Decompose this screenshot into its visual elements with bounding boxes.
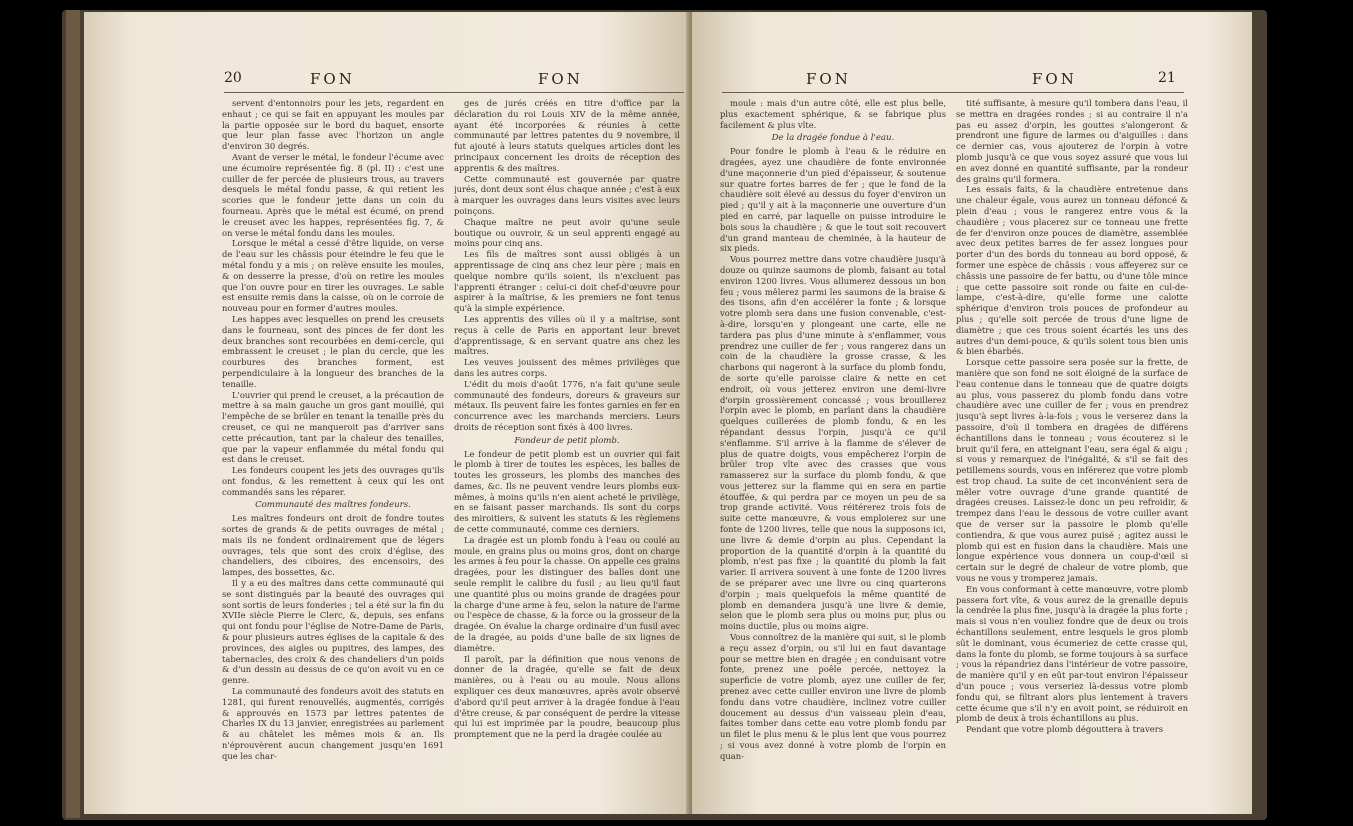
paragraph: Lorsque le métal a cessé d'être liquide, on verse de l'eau sur les châssis pour éteindre le feu que le métal fondu y a mis ; on relève ensuite les moules, & on desserre la presse, d'où on retire les moules que l'on ouvre pour en tirer les ouvrages. Le sable est ensuite remis dans la caisse, où on le corroie de nouveau pour en former d'autres moules. bbox=[222, 238, 444, 314]
paragraph: Les fils de maîtres sont aussi obligés à un apprentissage de cinq ans chez leur père ; mais en quelque nombre qu'ils soient, ils n'excluent pas l'apprenti étranger : celui-ci doit chef-d'œuvre pour aspirer à la maîtrise, & les premiers ne font tenus qu'à la simple expérience. bbox=[454, 249, 680, 314]
paragraph: Lorsque cette passoire sera posée sur la frette, de manière que son fond ne soit éloigné de la surface de l'eau contenue dans le tonneau que de quatre doigts au plus, vous passerez du plomb fondu dans votre chaudière avec une cuiller de fer ; vous en prendrez jusqu'à sept livres à-la-fois ; vous le verserez dans la passoire, d'où il tombera en dragées de différens échantillons dans le tonneau ; vous écouterez si le bruit qu'il fera, en atteignant l'eau, sera égal & aigu ; si vous y remarquez de l'inégalité, & s'il se fait des petillemens sourds, vous en inférerez que votre plomb est trop chaud. La suite de cet inconvénient sera de mêler votre ouvrage d'une grande quantité de dragées creuses. Laissez-le donc un peu refroidir, & trempez dans l'eau le dessous de votre cuiller avant que de verser sur la passoire le plomb qu'elle contiendra, & que vous aurez puisé ; agitez aussi le plomb qui est en fusion dans la chaudière. Mais une longue expérience vous donnera un coup-d'œil si certain sur le degré de chaleur de votre plomb, que vous ne vous y tromperez jamais. bbox=[956, 357, 1188, 584]
header-rule-right bbox=[722, 92, 1184, 93]
paragraph: La dragée est un plomb fondu à l'eau ou coulé au moule, en grains plus ou moins gros, dont on charge les armes à feu pour la chasse. On appelle ces grains dragées, pour les distinguer des balles dont une seule remplit le calibre du fusil ; au lieu qu'il faut une quantité plus ou moins grande de dragées pour la charge d'une arme à feu, selon la nature de l'arme ou l'espèce de chasse, & la force ou la grosseur de la dragée. On évalue la charge ordinaire d'un fusil avec de la dragée, au poids d'une balle de six lignes de diamètre. bbox=[454, 534, 680, 653]
paragraph: Il y a eu des maîtres dans cette communauté qui se sont distingués par la beauté des ouvrages qui sont sortis de leurs fonderies ; tel a été sur la fin du XVIIe siècle Pierre le Clerc, &, depuis, ses enfans qui ont fondu pour l'église de Notre-Dame de Paris, & pour plusieurs autres églises de la capitale & des provinces, des aigles ou pupitres, des lampes, des tabernacles, des croix & des chandeliers d'un poids & d'un dessin au dessus de ce qu'on avoit vu en ce genre. bbox=[222, 578, 444, 686]
paragraph: La communauté des fondeurs avoit des statuts en 1281, qui furent renouvellés, augmentés, corrigés & approuvés en 1573 par lettres patentes de Charles IX du 13 janvier, enregistrées au parlement & au châtelet les mêmes mois & an. Ils n'éprouvèrent aucun changement jusqu'en 1691 que les char- bbox=[222, 686, 444, 761]
paragraph: Avant de verser le métal, le fondeur l'écume avec une écumoire représentée fig. 8 (pl. II) : c'est une cuiller de fer percée de plusieurs trous, au travers desquels le métal fondu passe, & qui retient les scories que le fondeur jette dans un coin du fourneau. Après que le métal est écumé, on prend le creuset avec les happes, représentées fig. 7, & on verse le métal fondu dans les moules. bbox=[222, 151, 444, 238]
running-head-right-1: FON bbox=[806, 70, 851, 88]
paragraph: Cette communauté est gouvernée par quatre jurés, dont deux sont élus chaque année ; c'est à eux à marquer les ouvrages dans leurs visites avec leurs poinçons. bbox=[454, 173, 680, 216]
paragraph: Le fondeur de petit plomb est un ouvrier qui fait le plomb à tirer de toutes les espèces, les balles de toutes les grosseurs, les plombs des manches des dames, &c. Ils ne peuvent vendre leurs plombs eux-mêmes, à moins qu'ils n'en aient acheté le privilège, en se faisant passer marchands. Ils sont du corps des miroitiers, & suivent les statuts & les règlemens de cette communauté, comme ces derniers. bbox=[454, 448, 680, 535]
paragraph: moule : mais d'un autre côté, elle est plus belle, plus exactement sphérique, & se fabrique plus facilement & plus vîte. bbox=[720, 98, 946, 130]
paragraph: Les essais faits, & la chaudière entretenue dans une chaleur égale, vous aurez un tonneau défoncé & plein d'eau ; vous le rangerez entre vous & la chaudière ; vous placerez sur ce tonneau une frette de fer d'environ onze pouces de diamètre, assemblée avec deux petites barres de fer assez longues pour porter d'un des bords du tonneau au bord opposé, & former une espèce de châssis : vous affeyerez sur ce châssis une passoire de fer battu, ou d'une tôle mince ; que cette passoire soit ronde ou faite en cul-de-lampe, c'est-à-dire, qu'elle forme une calotte sphérique d'environ trois pouces de profondeur au plus ; qu'elle soit percée de trous d'une ligne de diamètre ; que ces trous soient écartés les uns des autres d'un demi-pouce, & qu'ils soient tous bien unis & bien ébarbés. bbox=[956, 184, 1188, 357]
paragraph: Les maîtres fondeurs ont droit de fondre toutes sortes de grands & de petits ouvrages de métal ; mais ils ne fondent ordinairement que de légers ouvrages, tels que sont des croix d'église, des chandeliers, des ciboires, des encensoirs, des lampes, des bossettes, &c. bbox=[222, 513, 444, 578]
running-head-right-2: FON bbox=[1032, 70, 1077, 88]
running-head-left-1: FON bbox=[310, 70, 355, 88]
section-heading: Communauté des maîtres fondeurs. bbox=[255, 500, 411, 511]
paragraph: Vous pourrez mettre dans votre chaudière jusqu'à douze ou quinze saumons de plomb, faisant au total environ 1200 livres. Vous allumerez dessous un bon feu ; vous mêlerez parmi les saumons de la braise & des tisons, afin d'en accélérer la fonte ; & lorsque votre plomb sera dans une fusion convenable, c'est-à-dire, lorsqu'en y plongeant une carte, elle ne tardera pas plus d'une minute à s'enflammer, vous prendrez une cuiller de fer ; vous rangerez dans un coin de la chaudière la grosse crasse, & les charbons qui nageront à la surface du plomb fondu, de sorte qu'elle paroisse claire & nette en cet endroit, où vous jetterez environ une demi-livre d'orpin grossièrement concassé ; vous brouillerez l'orpin avec le plomb, en parlant dans la chaudière quelques cuillerées de plomb fondu, & en les répandant dessus l'orpin, jusqu'à ce qu'il s'enflamme. S'il arrive à la flamme de s'élever de plus de quatre doigts, vous empêcherez l'orpin de brûler trop vîte avec des crasses que vous ramasserez sur la surface du plomb fondu, & que vous jetterez sur la flamme qui en sera en partie étouffée, & qui perdra par ce moyen un peu de sa trop grande activité. Vous réitérerez trois fois de suite cette manœuvre, & vous emploierez sur une fonte de 1200 livres, telle que nous la supposons ici, une livre & demie d'orpin au plus. Cependant la proportion de la quantité d'orpin à la quantité du plomb, n'est pas fixe ; la quantité du plomb la fait varier. Il arrivera souvent à une fonte de 1200 livres de se préparer avec une livre ou cinq quarterons d'orpin ; mais quelquefois la même quantité de plomb en demandera jusqu'à une livre & demie, selon que le plomb sera plus ou moins pur, plus ou moins ductile, plus ou moins aigre. bbox=[720, 254, 946, 632]
section-heading: Fondeur de petit plomb. bbox=[514, 435, 620, 446]
paragraph: ges de jurés créés en titre d'office par la déclaration du roi Louis XIV de la même année, ayant été incorporées & réunies à cette communauté par lettres patentes du 9 novembre, il fut ajouté à leurs statuts quelques articles dont les principaux concernent les droits de réception des apprentis & des maîtres. bbox=[454, 98, 680, 173]
paragraph: Les veuves jouissent des mêmes privilèges que dans les autres corps. bbox=[454, 357, 680, 378]
paragraph: Les fondeurs coupent les jets des ouvrages qu'ils ont fondus, & les remettent à ceux qui les ont commandés sans les réparer. bbox=[222, 465, 444, 497]
running-head-left-2: FON bbox=[538, 70, 583, 88]
paragraph: L'ouvrier qui prend le creuset, a la précaution de mettre à sa main gauche un gros gant mouillé, qui l'empêche de se brûler en tenant la tenaille près du creuset, ce qui ne manqueroit pas d'arriver sans cette précaution, tant par la chaleur des tenailles, que par la vapeur enflammée du métal fondu qui est dans le creuset. bbox=[222, 389, 444, 465]
paragraph: Les apprentis des villes où il y a maîtrise, sont reçus à celle de Paris en apportant leur brevet d'apprentissage, & en servant quatre ans chez les maîtres. bbox=[454, 313, 680, 357]
book-spine-edge bbox=[66, 10, 80, 818]
paragraph: Pendant que votre plomb dégouttera à travers bbox=[966, 724, 1164, 735]
section-heading: De la dragée fondue à l'eau. bbox=[771, 133, 895, 144]
paragraph: Vous connoîtrez de la manière qui suit, si le plomb a reçu assez d'orpin, ou s'il lui en faut davantage pour se mettre bien en dragée ; en conduisant votre fonte, prenez une poêle percée, nettoyez la superficie de votre plomb, ayez une cuiller de fer, prenez avec cette cuiller environ une livre de plomb fondu dans votre chaudière, inclinez votre cuiller doucement au dessus d'un vaisseau plein d'eau, faites tomber dans cette eau votre plomb fondu par un filet le plus menu & le plus lent que vous pourrez ; si vous avez donné à votre plomb de l'orpin en quan- bbox=[720, 632, 946, 761]
left-page-column-2 bbox=[454, 98, 680, 814]
right-page-column-2 bbox=[956, 98, 1188, 814]
page-number-right: 21 bbox=[1158, 70, 1176, 86]
paragraph: En vous conformant à cette manœuvre, votre plomb passera fort vîte, & vous aurez de la grenaille depuis la cendrée la plus fine, jusqu'à la dragée la plus forte ; mais si vous n'en vouliez fondre que de deux ou trois échantillons seulement, entre lesquels le gros plomb sût le dominant, vous écumeriez de cette crasse qui, dans la fonte du plomb, se forme toujours à sa surface ; vous la répandriez dans l'intérieur de votre passoire, de manière qu'il y en eût par-tout environ l'épaisseur d'un pouce ; vous verseriez là-dessus votre plomb fondu qui, se filtrant alors plus lentement à travers cette écume que s'il n'y en avoit point, se réduiroit en plomb de deux à trois échantillons au plus. bbox=[956, 583, 1188, 724]
right-page bbox=[692, 12, 1252, 814]
paragraph: tité suffisante, à mesure qu'il tombera dans l'eau, il se mettra en dragées rondes ; si au contraire il n'a pas eu assez d'orpin, les gouttes s'alongeront & prendront une figure de larmes ou d'aiguilles : dans ce dernier cas, vous ajouterez de l'orpin à votre plomb jusqu'à ce que vous soyez assuré que vous lui en avez donné en quantité suffisante, par la rondeur des grains qu'il formera. bbox=[956, 98, 1188, 184]
paragraph: Chaque maître ne peut avoir qu'une seule boutique ou ouvroir, & un seul apprenti engagé au moins pour cinq ans. bbox=[454, 216, 680, 249]
left-page-column-1 bbox=[222, 98, 444, 814]
paragraph: Les happes avec lesquelles on prend les creusets dans le fourneau, sont des pinces de fer dont les deux branches sont recourbées en demi-cercle, qui embrassent le creuset ; le plan du cercle, que les courbures des branches forment, est perpendiculaire à la longueur des branches de la tenaille. bbox=[222, 313, 444, 389]
left-page bbox=[84, 12, 689, 814]
paragraph: L'édit du mois d'août 1776, n'a fait qu'une seule communauté des fondeurs, doreurs & graveurs sur métaux. Ils peuvent faire les fontes garnies en fer en concurrence avec les marchands merciers. Leurs droits de réception sont fixés à 400 livres. bbox=[454, 378, 680, 432]
page-number-left: 20 bbox=[224, 70, 242, 86]
paragraph: servent d'entonnoirs pour les jets, regardent en enhaut ; ce qui se fait en appuyant les moules par la partie opposée sur le bord du baquet, ensorte que leur plan fasse avec l'horizon un angle d'environ 30 degrés. bbox=[222, 98, 444, 152]
paragraph: Pour fondre le plomb à l'eau & le réduire en dragées, ayez une chaudière de fonte environnée d'une maçonnerie d'un pied d'épaisseur, & soutenue sur quatre fortes barres de fer ; que le fond de la chaudière soit élevé au dessus du foyer d'environ un pied ; qu'il y ait à la maçonnerie une ouverture d'un pied en carré, par laquelle on puisse introduire le bois sous la chaudière ; & que le tout soit recouvert d'un grand manteau de cheminée, à la hauteur de six pieds. bbox=[720, 146, 946, 254]
paragraph: Il paroît, par la définition que nous venons de donner de la dragée, qu'elle se fait de deux manières, ou à l'eau ou au moule. Nous allons expliquer ces deux manœuvres, après avoir observé d'abord qu'il peut arriver à la dragée fondue à l'eau d'être creuse, & par conséquent de perdre la vitesse qui lui est imprimée par la poudre, beaucoup plus promptement que ne la perd la dragée coulée au bbox=[454, 653, 680, 740]
header-rule-left bbox=[224, 92, 684, 93]
right-page-column-1 bbox=[720, 98, 946, 814]
